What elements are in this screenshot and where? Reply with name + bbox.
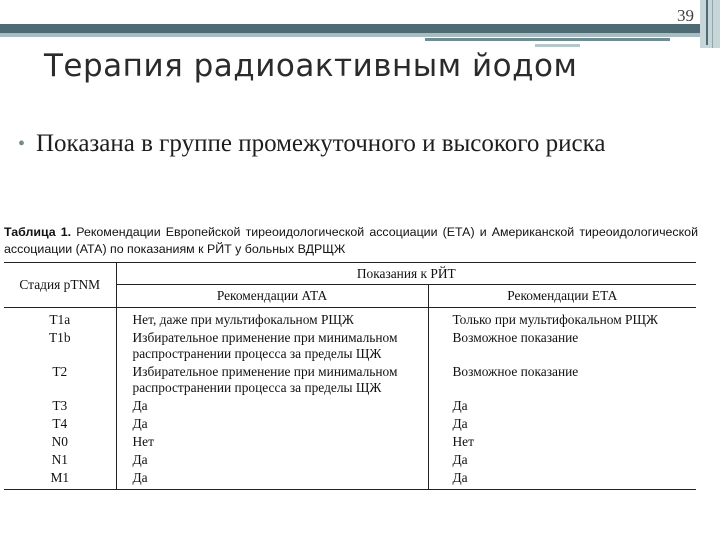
- cell-ata: Да: [116, 451, 428, 469]
- bullet-dot-icon: •: [18, 133, 26, 155]
- recommendations-table: [4, 262, 696, 490]
- table-row: [4, 329, 696, 363]
- corner-accent-line-thin: [712, 0, 713, 48]
- table-row: [4, 363, 696, 397]
- cell-ata: Да: [116, 469, 428, 490]
- slide-title: Терапия радиоактивным йодом: [44, 48, 578, 84]
- cell-eta: Возможное показание: [452, 364, 579, 379]
- header-indications: Показания к РЙТ: [116, 263, 696, 285]
- table-row: [4, 469, 696, 490]
- table-row: [4, 415, 696, 433]
- header-accent-short-line: [535, 44, 580, 47]
- cell-eta: Нет: [452, 434, 474, 449]
- cell-ata: Избирательное применение при минимальном распространении процесса за пределы ЩЖ: [116, 329, 428, 363]
- table-caption-label: Таблица 1.: [4, 225, 72, 239]
- table-row: [4, 433, 696, 451]
- cell-ata: Да: [116, 415, 428, 433]
- cell-eta: Возможное показание: [452, 330, 579, 345]
- bullet-item: [18, 128, 638, 160]
- cell-eta: Да: [452, 398, 468, 413]
- bullet-text: Показана в группе промежуточного и высокого риска: [36, 130, 606, 157]
- cell-ata: Нет, даже при мультифокальном РЩЖ: [116, 308, 428, 330]
- table-row: [4, 451, 696, 469]
- table-caption-text: Рекомендации Европейской тиреоидологической ассоциации (ЕТА) и Американской тиреоидологической ассоциации (АТА) по показаниям к РЙТ у больных ВДРЩЖ: [4, 225, 698, 256]
- cell-stage: N1: [4, 451, 116, 469]
- cell-stage: T1b: [4, 329, 116, 363]
- table-caption: [4, 224, 698, 258]
- cell-stage: N0: [4, 433, 116, 451]
- corner-accent-block: [700, 0, 720, 48]
- cell-eta: Только при мультифокальном РЩЖ: [452, 312, 659, 327]
- header-stage: Стадия pTNM: [4, 263, 116, 308]
- header-accent-bar: [0, 24, 720, 33]
- cell-stage: T4: [4, 415, 116, 433]
- cell-eta: Да: [452, 452, 468, 467]
- cell-ata: Избирательное применение при минимальном распространении процесса за пределы ЩЖ: [116, 363, 428, 397]
- cell-eta: Да: [452, 416, 468, 431]
- cell-ata: Да: [116, 397, 428, 415]
- cell-stage: M1: [4, 469, 116, 490]
- table-row: [4, 397, 696, 415]
- header-ata: Рекомендации АТА: [116, 285, 428, 308]
- header-eta: Рекомендации ЕТА: [428, 285, 696, 308]
- cell-stage: T2: [4, 363, 116, 397]
- cell-stage: T3: [4, 397, 116, 415]
- cell-eta: Да: [428, 469, 696, 490]
- corner-accent-line: [706, 0, 708, 45]
- header-accent-shadow: [0, 33, 720, 37]
- table-row: [4, 308, 696, 330]
- cell-ata: Нет: [116, 433, 428, 451]
- page-number: 39: [677, 6, 694, 25]
- cell-stage: T1a: [4, 308, 116, 330]
- header-accent-line: [425, 38, 670, 41]
